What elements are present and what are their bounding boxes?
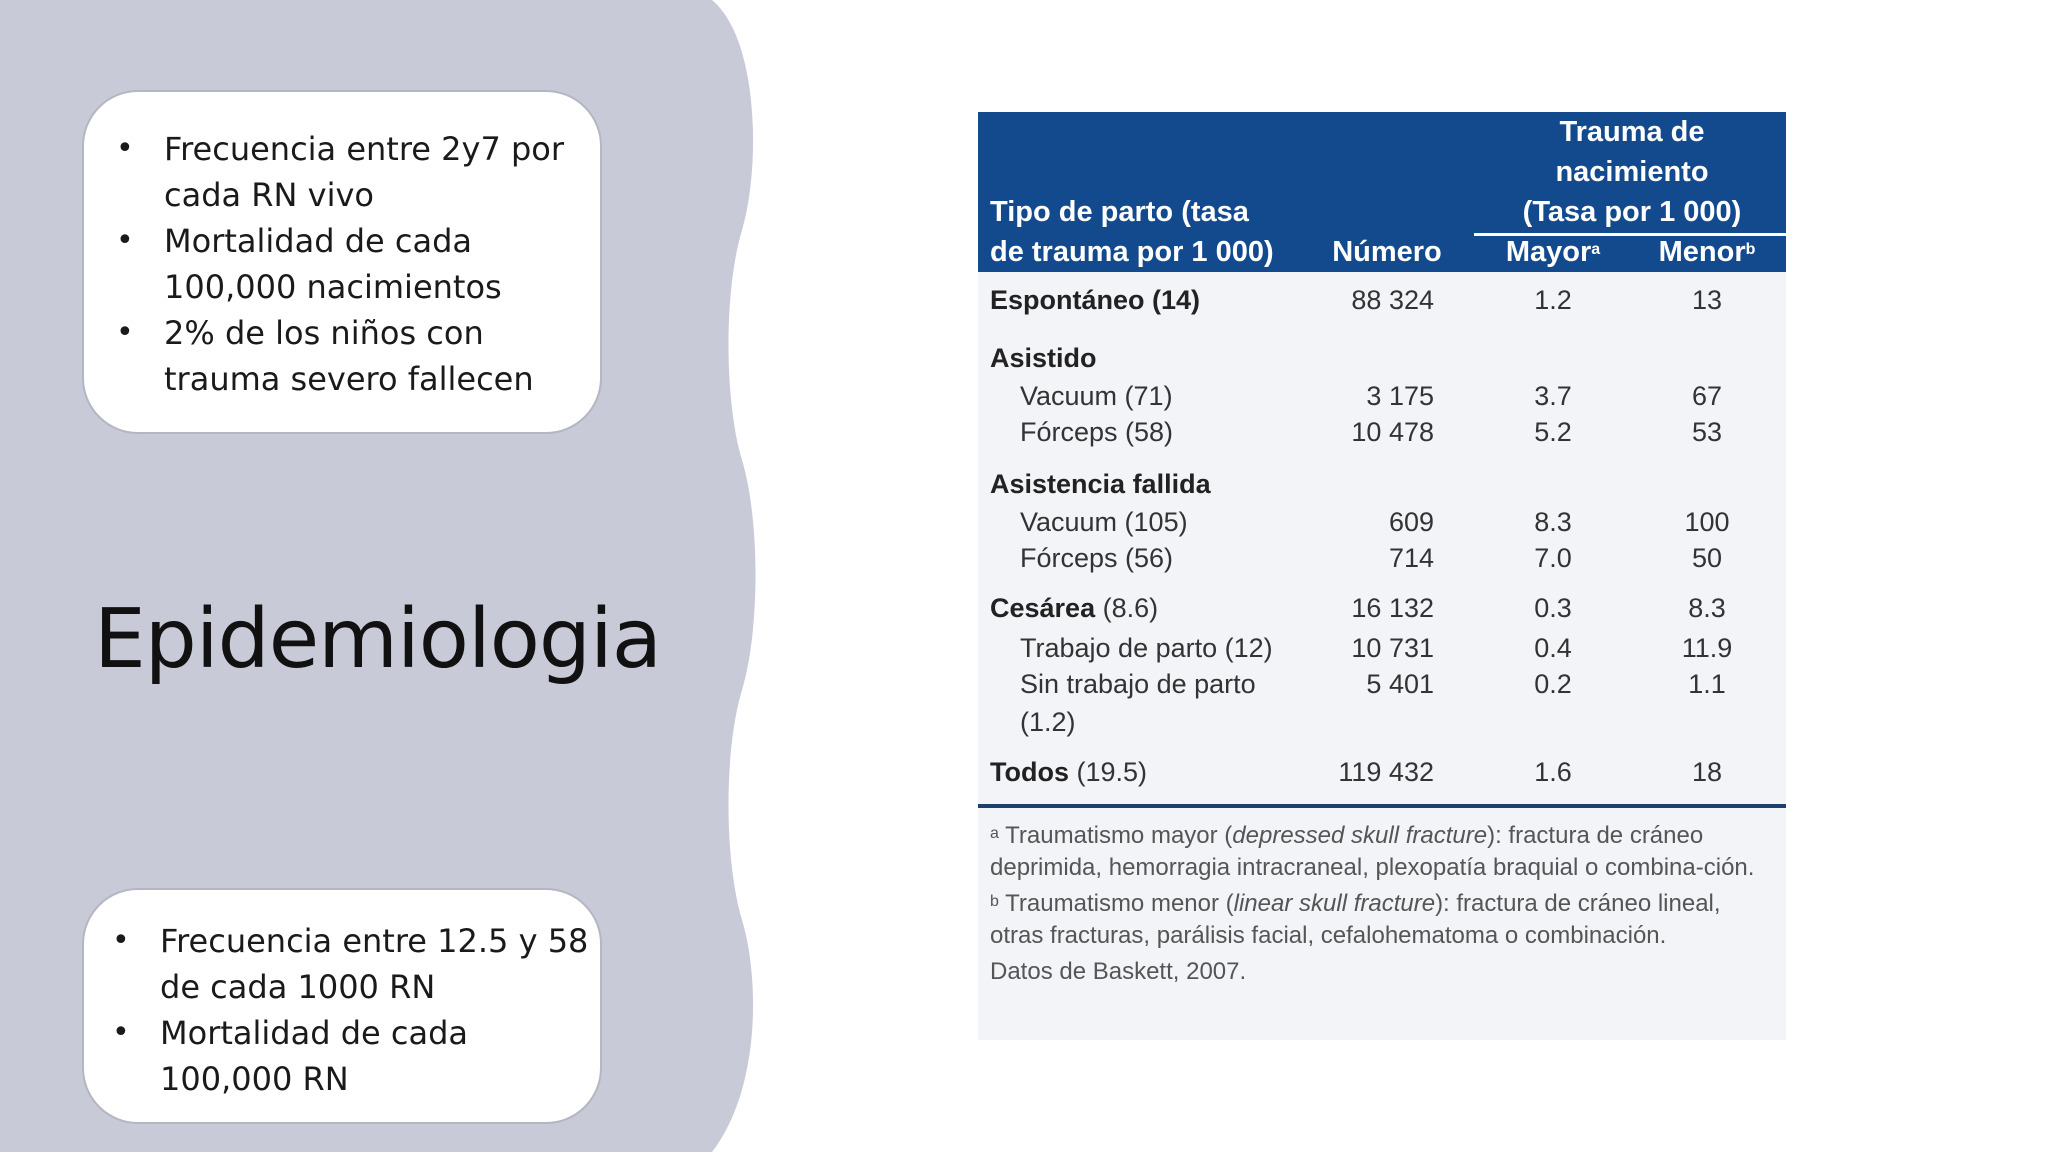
cell-menor: 50 bbox=[1691, 543, 1723, 573]
cell-numero: 88 324 bbox=[1351, 285, 1434, 315]
table-row-cesarea-sin-trabajo-cont bbox=[978, 702, 1786, 742]
row-label: Fórceps (56) bbox=[1020, 543, 1174, 573]
row-label-bold: Todos bbox=[990, 757, 1069, 787]
header-trauma-de-nacimiento: Trauma de nacimiento (Tasa por 1 000) bbox=[1522, 116, 1742, 228]
cell-numero: 119 432 bbox=[1338, 757, 1434, 787]
bullet-item: • Mortalidad de cada 100,000 nacimientos bbox=[84, 218, 580, 310]
row-label-rate: (8.6) bbox=[1095, 593, 1159, 623]
header-numero: Número bbox=[1332, 236, 1442, 268]
row-label: Fórceps (58) bbox=[1020, 417, 1174, 447]
row-group-label: Asistencia fallida bbox=[990, 469, 1211, 499]
footnote-a-post: ): fractura de cráneo deprimida, hemorragia intracraneal, plexopatía braquial o combina-ción. bbox=[990, 822, 1755, 881]
table-row-fallida-forceps bbox=[978, 538, 1786, 578]
table-footnotes bbox=[990, 820, 1776, 992]
cell-mayor: 3.7 bbox=[1534, 381, 1572, 411]
cell-numero: 5 401 bbox=[1366, 669, 1434, 699]
footnote-b-pre: Traumatismo menor ( bbox=[998, 890, 1234, 917]
row-group-label: Asistido bbox=[990, 343, 1097, 373]
footnote-source: Datos de Baskett, 2007. bbox=[990, 958, 1247, 985]
footnote-a-mark: a bbox=[990, 825, 999, 842]
table-header bbox=[978, 112, 1786, 272]
slide-title: Epidemiologia bbox=[94, 592, 662, 687]
table-row-cesarea-trabajo bbox=[978, 628, 1786, 668]
table-row-cesarea bbox=[978, 588, 1786, 628]
birth-trauma-table bbox=[978, 112, 1786, 1040]
cell-menor: 1.1 bbox=[1688, 669, 1726, 699]
cell-mayor: 7.0 bbox=[1534, 543, 1572, 573]
row-label bbox=[990, 588, 1158, 628]
header-mayor-footnote-mark: a bbox=[1591, 241, 1601, 258]
header-mayor bbox=[1478, 232, 1628, 272]
table-row-espontaneo bbox=[978, 280, 1786, 320]
footnote-a-pre: Traumatismo mayor ( bbox=[998, 822, 1233, 849]
bullet-item: • Mortalidad de cada 100,000 RN bbox=[84, 1010, 590, 1102]
footnote-b-mark: b bbox=[990, 893, 999, 910]
table-bottom-rule bbox=[978, 804, 1786, 808]
cell-numero: 10 478 bbox=[1351, 417, 1434, 447]
table-row-asistido bbox=[978, 338, 1786, 378]
header-mayor-label: Mayor bbox=[1505, 236, 1592, 268]
row-label-continuation: (1.2) bbox=[1020, 707, 1076, 737]
header-menor-footnote-mark: b bbox=[1745, 241, 1756, 258]
cell-menor: 18 bbox=[1691, 757, 1723, 787]
row-label: Sin trabajo de parto bbox=[1020, 669, 1256, 699]
table-row-asistido-forceps bbox=[978, 412, 1786, 452]
table-row-fallida-vacuum bbox=[978, 502, 1786, 542]
footnote-a bbox=[990, 820, 1776, 884]
row-label-rate: (19.5) bbox=[1068, 757, 1148, 787]
cell-menor: 8.3 bbox=[1688, 593, 1726, 623]
cell-mayor: 1.6 bbox=[1534, 757, 1572, 787]
row-label: Vacuum (105) bbox=[1020, 507, 1188, 537]
row-label: Espontáneo (14) bbox=[990, 285, 1201, 315]
footnote-a-italic: depressed skull fracture bbox=[1232, 822, 1488, 849]
info-card-top bbox=[82, 90, 602, 434]
cell-numero: 714 bbox=[1388, 543, 1434, 573]
bullet-item: • Frecuencia entre 12.5 y 58 de cada 1000 RN bbox=[84, 918, 590, 1010]
table-row-cesarea-sin-trabajo bbox=[978, 664, 1786, 704]
table-row-asistido-vacuum bbox=[978, 376, 1786, 416]
cell-mayor: 0.2 bbox=[1534, 669, 1572, 699]
cell-numero: 16 132 bbox=[1351, 593, 1434, 623]
bullet-list-bottom bbox=[84, 918, 590, 1102]
header-menor-label: Menor bbox=[1658, 236, 1746, 268]
header-menor bbox=[1628, 232, 1786, 272]
cell-mayor: 0.3 bbox=[1534, 593, 1572, 623]
cell-numero: 10 731 bbox=[1351, 633, 1434, 663]
table-row-asistencia-fallida bbox=[978, 464, 1786, 504]
cell-menor: 13 bbox=[1691, 285, 1723, 315]
row-label-bold: Cesárea bbox=[990, 593, 1096, 623]
cell-menor: 100 bbox=[1684, 507, 1730, 537]
bullet-item: • Frecuencia entre 2y7 por cada RN vivo bbox=[84, 126, 580, 218]
header-tipo-de-parto: Tipo de parto (tasa de trauma por 1 000) bbox=[990, 196, 1274, 268]
cell-menor: 67 bbox=[1691, 381, 1723, 411]
row-label bbox=[990, 752, 1147, 792]
table-row-todos bbox=[978, 752, 1786, 792]
cell-numero: 3 175 bbox=[1366, 381, 1434, 411]
cell-numero: 609 bbox=[1388, 507, 1434, 537]
row-label: Vacuum (71) bbox=[1020, 381, 1173, 411]
footnote-b-post: ): fractura de cráneo lineal, otras fracturas, parálisis facial, cefalohematoma o combinación. bbox=[990, 890, 1721, 949]
cell-mayor: 0.4 bbox=[1534, 633, 1572, 663]
cell-mayor: 8.3 bbox=[1534, 507, 1572, 537]
cell-menor: 53 bbox=[1691, 417, 1723, 447]
bullet-item: • 2% de los niños con trauma severo fallecen bbox=[84, 310, 580, 402]
cell-menor: 11.9 bbox=[1681, 633, 1733, 663]
cell-mayor: 5.2 bbox=[1534, 417, 1572, 447]
row-label: Trabajo de parto (12) bbox=[1020, 633, 1273, 663]
bullet-list-top bbox=[84, 126, 580, 402]
footnote-b-italic: linear skull fracture bbox=[1233, 890, 1436, 917]
cell-mayor: 1.2 bbox=[1534, 285, 1572, 315]
info-card-bottom bbox=[82, 888, 602, 1124]
footnote-b bbox=[990, 888, 1776, 952]
